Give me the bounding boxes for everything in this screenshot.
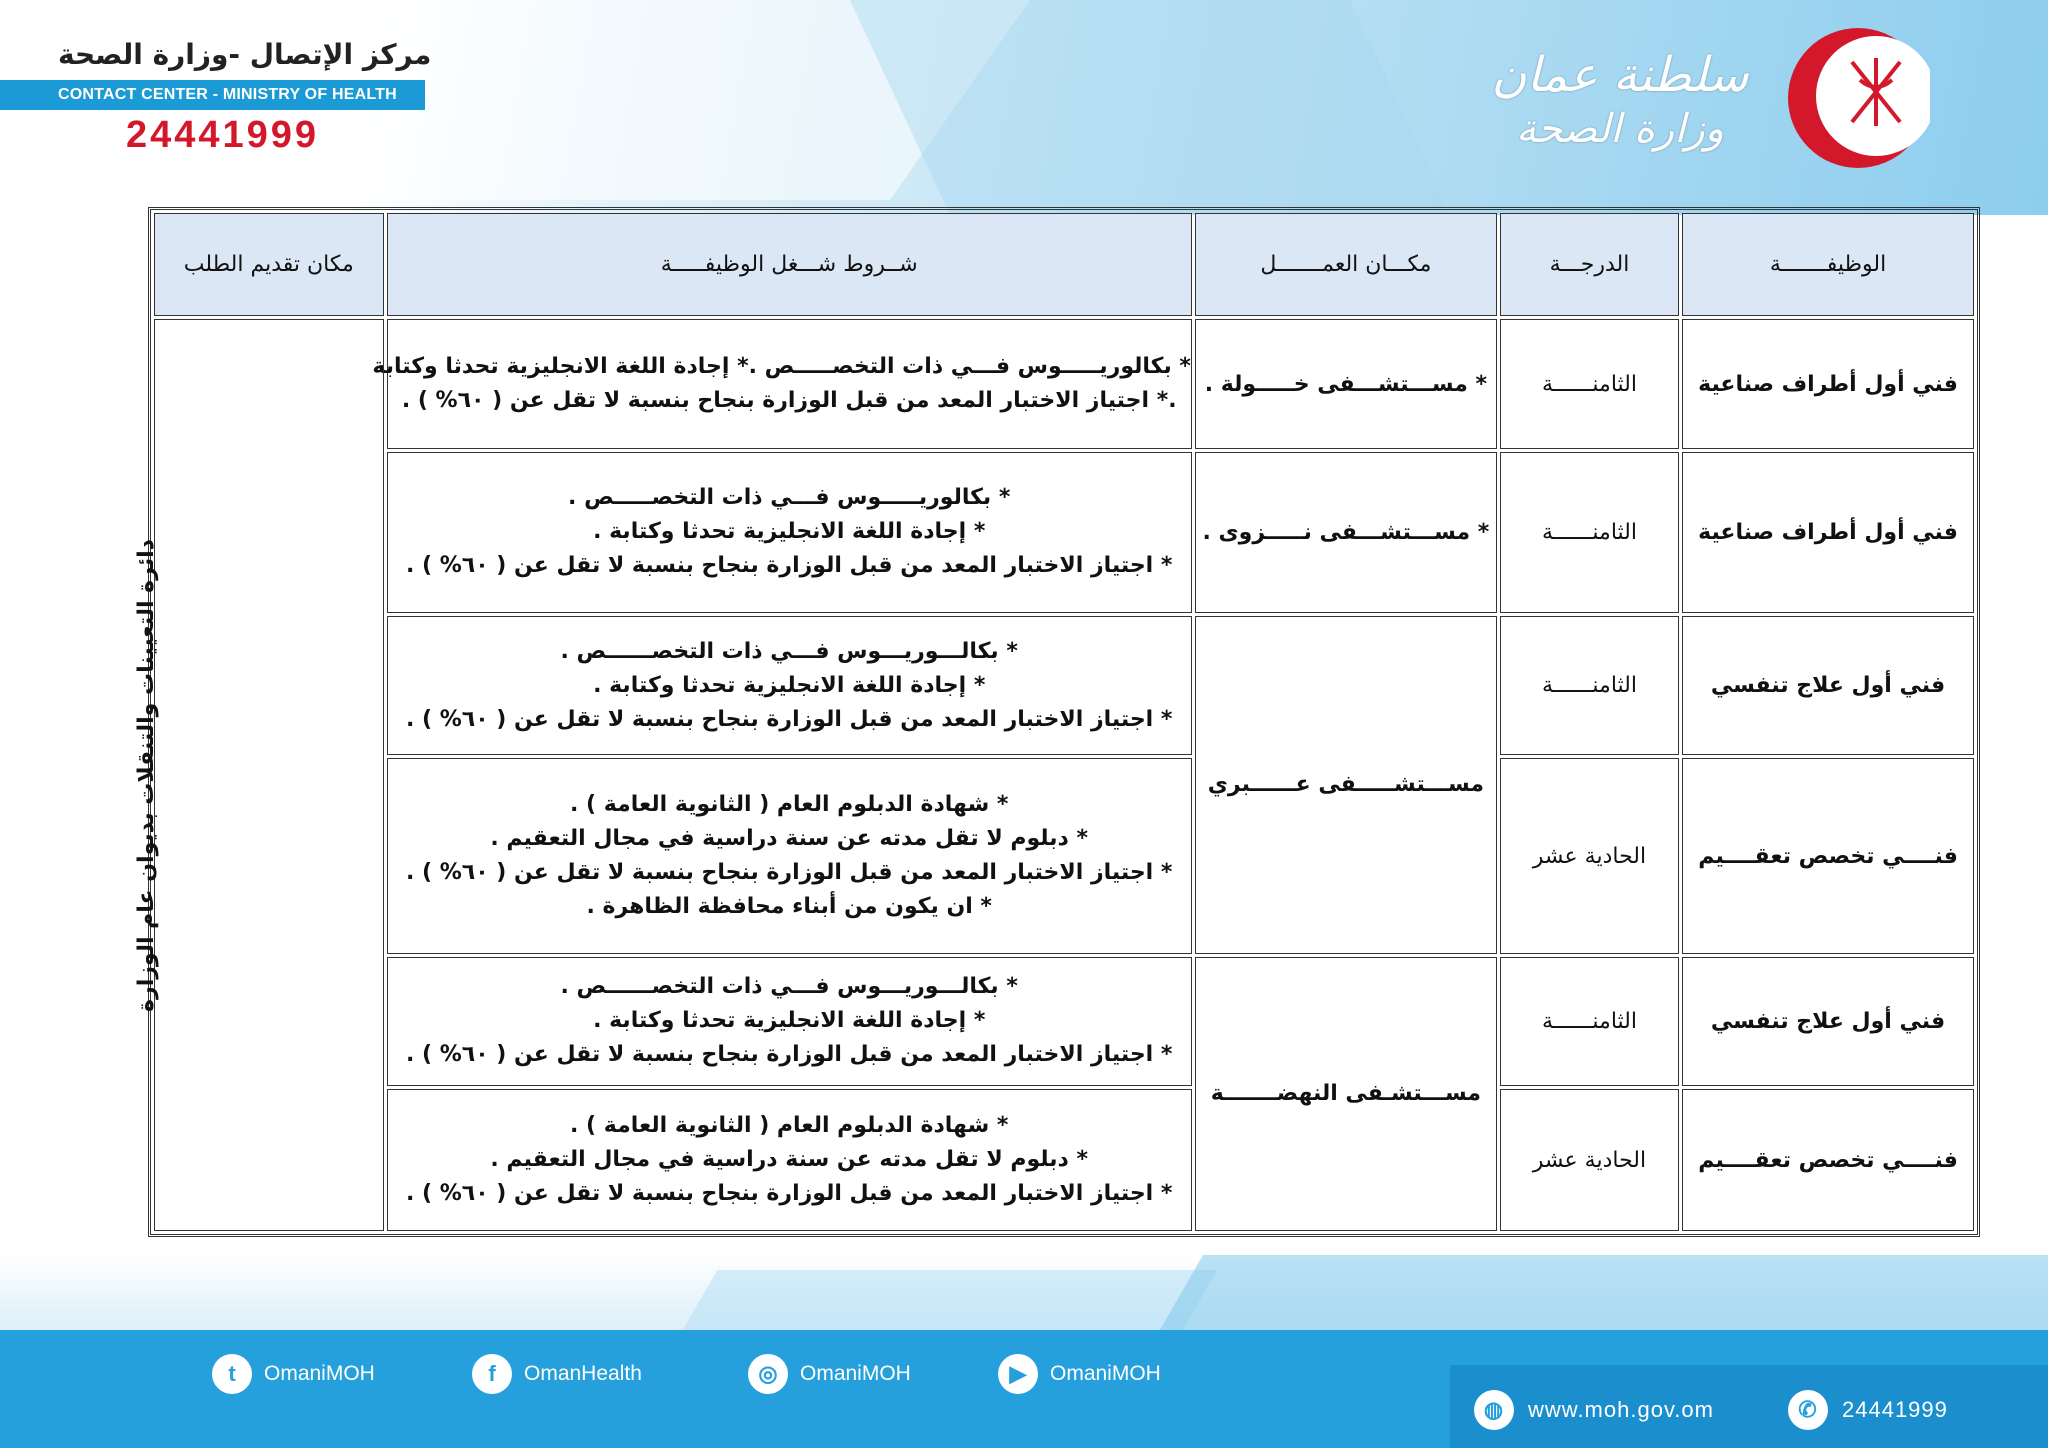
contact-center-english: CONTACT CENTER - MINISTRY OF HEALTH [58,86,397,103]
header-location: مكـــان العمـــــــل [1195,213,1497,316]
job-conditions [387,957,1192,1087]
social-instagram[interactable] [748,1354,911,1394]
website-url: www.moh.gov.om [1528,1397,1714,1422]
condition-line: * شهادة الدبلوم العام ( الثانوية العامة ) . [570,1113,1009,1139]
condition-line: * ان يكون من أبناء محافظة الظاهرة . [586,894,992,920]
job-title: فني أول علاج تنفسي [1682,957,1974,1087]
social-twitter[interactable] [212,1354,375,1394]
job-conditions [387,616,1192,756]
job-conditions [372,319,1192,449]
logo-line-sultanate: سلطنة عمان [1491,47,1749,103]
job-conditions [387,452,1192,613]
social-handle: OmanHealth [524,1362,642,1385]
header-job: الوظيفـــــــة [1682,213,1974,316]
social-facebook[interactable] [472,1354,642,1394]
apply-place-cell [133,319,384,1231]
phone-icon: ✆ [1788,1390,1828,1430]
header-grade: الدرجـــة [1500,213,1679,316]
job-title: فني أول أطراف صناعية [1682,452,1974,613]
job-grade: الثامنــــــة [1500,319,1679,449]
crescent-emblem-icon [1780,22,1930,172]
condition-line: * بكالوريـــــوس فـــي ذات التخصـــــص . [568,485,1011,511]
header-decoration [850,0,1450,215]
instagram-icon: ◎ [748,1354,788,1394]
condition-line: * بكالوريـــــوس فـــي ذات التخصـــــص .* إجادة اللغة الانجليزية تحدثا وكتابة [372,354,1191,379]
work-location: مســـتشـــــفى عــــــبري [1195,616,1497,954]
condition-line: * اجتياز الاختبار المعد من قبل الوزارة بنجاح بنسبة لا تقل عن ( ٦٠% ) . [406,1181,1173,1207]
condition-line: * اجتياز الاختبار المعد من قبل الوزارة بنجاح بنسبة لا تقل عن ( ٦٠% ) . [406,860,1173,886]
job-title: فني أول أطراف صناعية [1682,319,1974,449]
youtube-icon: ▶ [998,1354,1038,1394]
table-header-row [154,213,1974,316]
condition-line: * إجادة اللغة الانجليزية تحدثا وكتابة . [593,519,986,545]
job-title: فنــــي تخصص تعقــــيم [1682,1089,1974,1231]
footer-decoration [683,1270,1218,1330]
condition-line: * بكالـــوريـــوس فـــي ذات التخصــــــص . [560,974,1018,1000]
job-grade: الثامنــــــة [1500,957,1679,1087]
footer-phone-number: 24441999 [1842,1397,1948,1422]
condition-line: * إجادة اللغة الانجليزية تحدثا وكتابة . [593,1008,986,1034]
table-row [154,1089,1974,1231]
condition-line: * إجادة اللغة الانجليزية تحدثا وكتابة . [593,672,986,698]
social-youtube[interactable] [998,1354,1161,1394]
table-row [154,957,1974,1087]
footer-phone[interactable] [1788,1390,1948,1430]
header-conditions: شــروط شـــغل الوظيفـــــة [387,213,1192,316]
footer-decoration [1157,1255,2048,1335]
condition-line: * دبلوم لا تقل مدته عن سنة دراسية في مجال التعقيم . [490,826,1088,852]
website-link[interactable] [1474,1390,1714,1430]
condition-line: * اجتياز الاختبار المعد من قبل الوزارة بنجاح بنسبة لا تقل عن ( ٦٠% ) . [406,706,1173,732]
table-row [154,616,1974,756]
job-grade: الثامنــــــة [1500,452,1679,613]
work-location: * مســـتشـــفى نـــــزوى . [1195,452,1497,613]
table-row [154,319,1974,449]
logo-line-ministry: وزارة الصحة [1516,106,1724,152]
job-grade: الحادية عشر [1500,1089,1679,1231]
social-handle: OmaniMOH [264,1362,375,1385]
condition-line: * بكالـــوريـــوس فـــي ذات التخصــــــص . [560,638,1018,664]
condition-line: * اجتياز الاختبار المعد من قبل الوزارة بنجاح بنسبة لا تقل عن ( ٦٠% ) . [406,1042,1173,1068]
job-title: فنــــي تخصص تعقــــيم [1682,758,1974,953]
ministry-logo-text [1470,46,1770,154]
twitter-icon: t [212,1354,252,1394]
social-handle: OmaniMOH [1050,1362,1161,1385]
job-grade: الثامنــــــة [1500,616,1679,756]
condition-line: * دبلوم لا تقل مدته عن سنة دراسية في مجال التعقيم . [490,1147,1088,1173]
job-conditions [387,758,1192,953]
job-title: فني أول علاج تنفسي [1682,616,1974,756]
job-grade: الحادية عشر [1500,758,1679,953]
contact-center-arabic: مركز الإتصال -وزارة الصحة [58,38,432,71]
facebook-icon: f [472,1354,512,1394]
social-handle: OmaniMOH [800,1362,911,1385]
condition-line: * اجتياز الاختبار المعد من قبل الوزارة بنجاح بنسبة لا تقل عن ( ٦٠% ) . [406,553,1173,579]
job-conditions [387,1089,1192,1231]
globe-icon: ◍ [1474,1390,1514,1430]
apply-place: دائرة التعيينات والتنقلات بديوان عام الوزارة [133,538,159,1012]
contact-center-phone: 24441999 [126,114,320,156]
header-apply-place: مكان تقديم الطلب [154,213,384,316]
table-row [154,758,1974,953]
work-location: مســـتشـفى النهضـــــــة [1195,957,1497,1231]
condition-line: * شهادة الدبلوم العام ( الثانوية العامة ) . [570,792,1009,818]
table-row [154,452,1974,613]
jobs-table [133,210,1977,1234]
condition-line: .* اجتياز الاختبار المعد من قبل الوزارة بنجاح بنسبة لا تقل عن ( ٦٠% ) . [401,388,1177,413]
work-location: * مســـتشـــفى خـــــولة . [1195,319,1497,449]
